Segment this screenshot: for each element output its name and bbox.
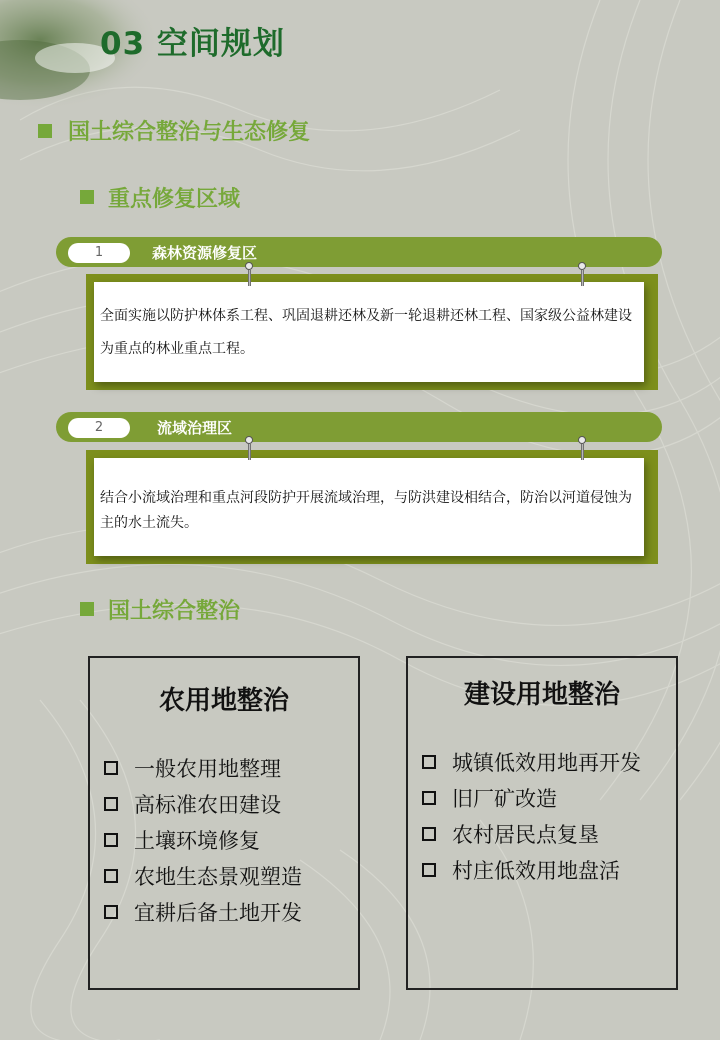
land-title: 国土综合整治 <box>108 599 241 624</box>
area-card-2 <box>94 458 644 556</box>
farmland-box-title: 农用地整治 <box>158 686 289 716</box>
page-title: 03 空间规划 <box>100 26 285 62</box>
farmland-list <box>104 750 302 930</box>
construction-land-box <box>406 656 678 990</box>
checkbox-icon <box>422 791 436 805</box>
area-header-bar-1 <box>56 237 662 267</box>
list-item: 一般农用地整理 <box>104 750 302 786</box>
checkbox-icon <box>422 863 436 877</box>
area-label-1: 森林资源修复区 <box>152 244 258 262</box>
list-item: 宜耕后备土地开发 <box>104 894 302 930</box>
area-description-2: 结合小流域治理和重点河段防护开展流域治理，与防洪建设相结合，防治以河道侵蚀为主的水土流失。 <box>100 490 632 531</box>
key-areas-title: 重点修复区域 <box>108 187 241 212</box>
subsection-bullet-icon <box>80 602 94 616</box>
checkbox-icon <box>104 761 118 775</box>
checkbox-icon <box>104 797 118 811</box>
list-item: 城镇低效用地再开发 <box>422 744 641 780</box>
farmland-box <box>88 656 360 990</box>
area-label-2: 流域治理区 <box>157 419 233 437</box>
pin-icon <box>578 436 586 460</box>
checkbox-icon <box>104 833 118 847</box>
area-number-1: 1 <box>68 243 130 263</box>
construction-land-list <box>422 744 641 888</box>
list-item: 土壤环境修复 <box>104 822 302 858</box>
area-card-1 <box>94 282 644 382</box>
subsection-bullet-icon <box>80 190 94 204</box>
checkbox-icon <box>422 755 436 769</box>
section-bullet-icon <box>38 124 52 138</box>
list-item: 农村居民点复垦 <box>422 816 641 852</box>
checkbox-icon <box>422 827 436 841</box>
area-number-2: 2 <box>68 418 130 438</box>
list-item: 村庄低效用地盘活 <box>422 852 641 888</box>
area-header-bar-2 <box>56 412 662 442</box>
pin-icon <box>245 436 253 460</box>
pin-icon <box>578 262 586 286</box>
pin-icon <box>245 262 253 286</box>
checkbox-icon <box>104 905 118 919</box>
area-description-1: 全面实施以防护林体系工程、巩固退耕还林及新一轮退耕还林工程、国家级公益林建设为重点的林业重点工程。 <box>100 308 632 357</box>
list-item: 农地生态景观塑造 <box>104 858 302 894</box>
checkbox-icon <box>104 869 118 883</box>
list-item: 旧厂矿改造 <box>422 780 641 816</box>
section-title: 国土综合整治与生态修复 <box>68 120 311 145</box>
construction-land-box-title: 建设用地整治 <box>463 680 620 710</box>
list-item: 高标准农田建设 <box>104 786 302 822</box>
